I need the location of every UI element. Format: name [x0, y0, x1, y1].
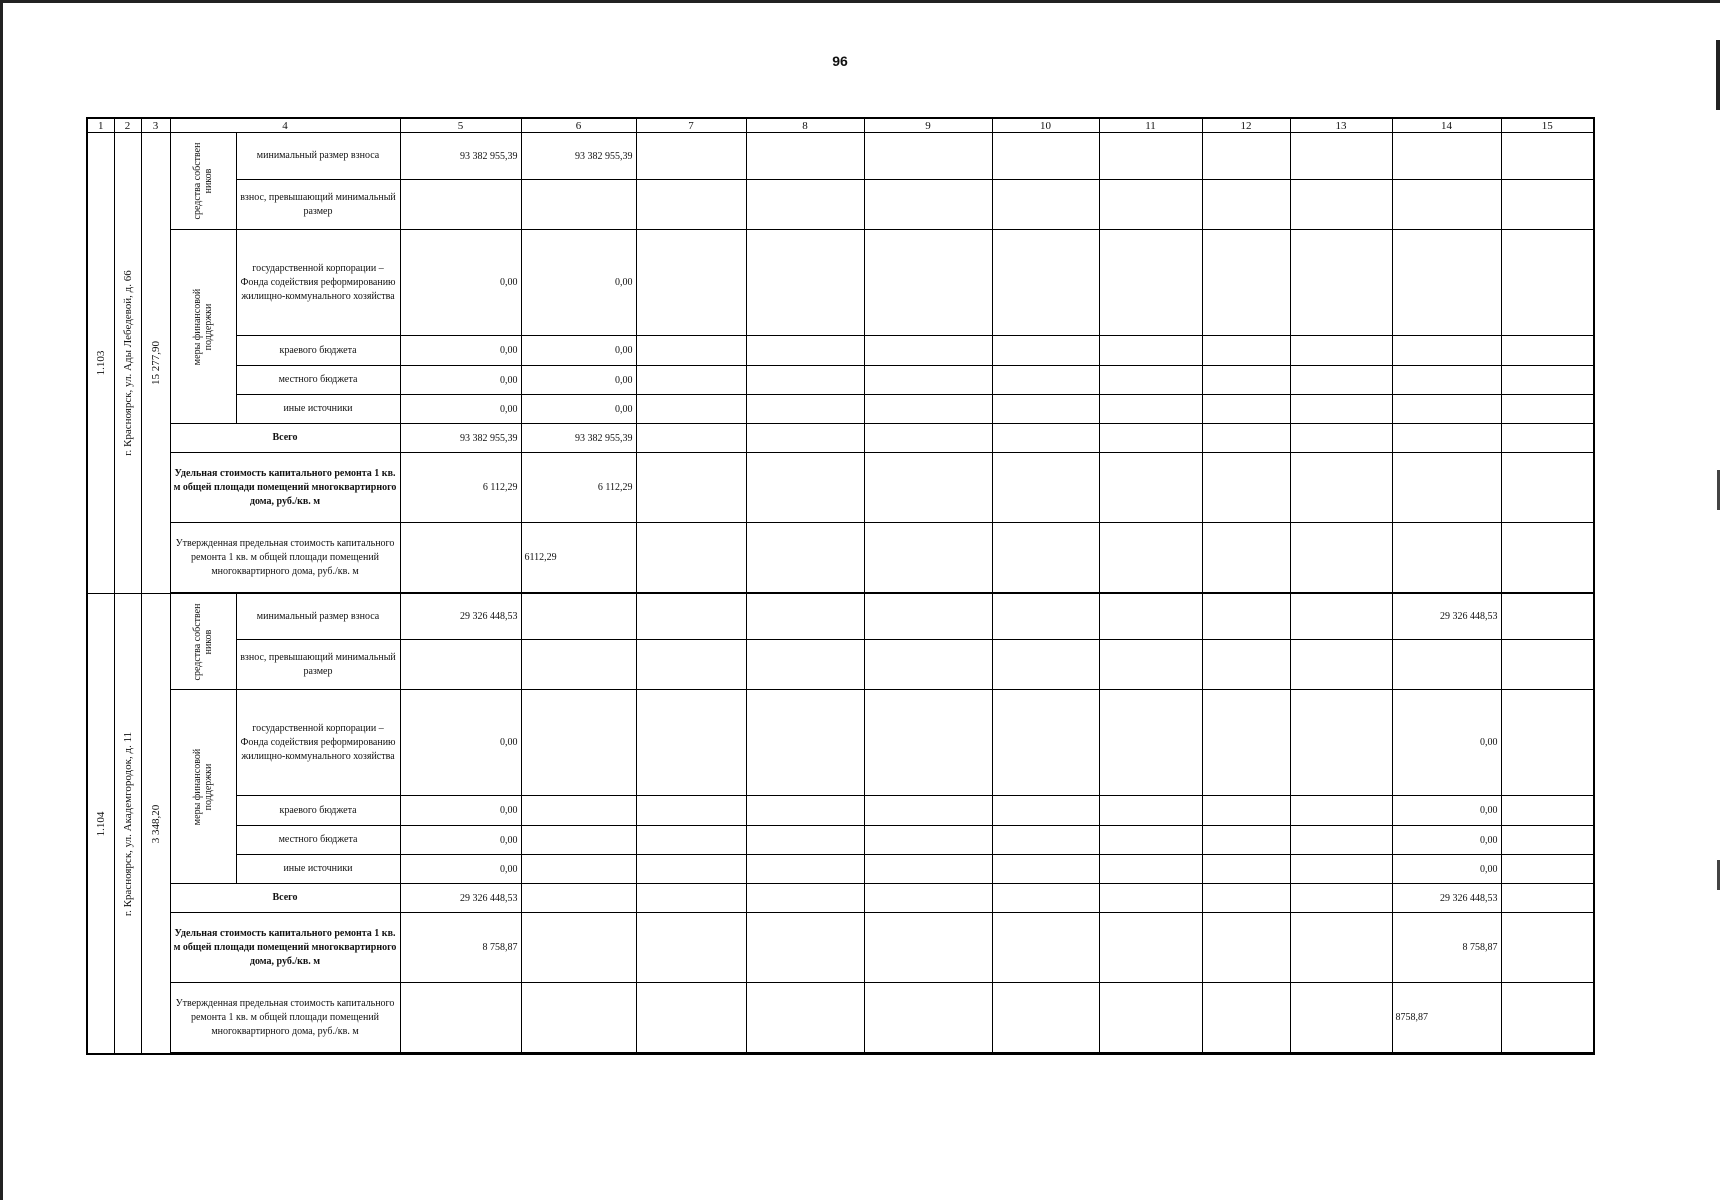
total-label: Всего [170, 884, 400, 913]
record-address-cell [114, 133, 141, 594]
value-cell: 6 112,29 [521, 453, 636, 523]
support-measures-group [170, 690, 236, 884]
scan-border-left [0, 0, 3, 1200]
owner-funds-label: средства собствен ников [192, 142, 214, 220]
value-cell: 0,00 [400, 826, 521, 855]
table-row [87, 855, 1594, 884]
support-measures-label: меры финансовой поддержки [192, 748, 214, 825]
support-measures-group [170, 230, 236, 424]
value-cell [400, 523, 521, 593]
capital-repair-table [86, 117, 1595, 1055]
value-cell: 0,00 [400, 336, 521, 366]
table-row [87, 424, 1594, 453]
col-header: 12 [1202, 118, 1290, 133]
table-row [87, 453, 1594, 523]
value-cell [1392, 523, 1501, 593]
regional-budget-label: краевого бюджета [236, 796, 400, 826]
value-cell: 0,00 [400, 690, 521, 796]
value-cell [1392, 230, 1501, 336]
value-cell: 0,00 [1392, 796, 1501, 826]
value-cell: 0,00 [1392, 690, 1501, 796]
value-cell: 8758,87 [1392, 983, 1501, 1053]
gov-corp-label: государственной корпорации – Фонда содействия реформированию жилищно-коммунального хозяйства [236, 690, 400, 796]
support-measures-label: меры финансовой поддержки [192, 288, 214, 365]
col-header: 4 [170, 118, 400, 133]
value-cell: 29 326 448,53 [400, 884, 521, 913]
value-cell [521, 884, 636, 913]
table-row [87, 640, 1594, 690]
col-header: 5 [400, 118, 521, 133]
value-cell [521, 594, 636, 640]
value-cell: 93 382 955,39 [521, 424, 636, 453]
col-header: 3 [141, 118, 170, 133]
value-cell [400, 983, 521, 1053]
regional-budget-label: краевого бюджета [236, 336, 400, 366]
value-cell: 0,00 [521, 395, 636, 424]
value-cell: 93 382 955,39 [400, 133, 521, 180]
value-cell: 0,00 [400, 855, 521, 884]
value-cell: 93 382 955,39 [521, 133, 636, 180]
owner-funds-group [170, 133, 236, 230]
table-row [87, 366, 1594, 395]
col-header: 14 [1392, 118, 1501, 133]
over-min-label: взнос, превышающий минимальный размер [236, 640, 400, 690]
record-number: 1.104 [94, 811, 107, 836]
record-number: 1.103 [94, 350, 107, 376]
record-address: г. Красноярск, ул. Ады Лебедевой, д. 66 [121, 270, 134, 456]
value-cell [1392, 395, 1501, 424]
local-budget-label: местного бюджета [236, 826, 400, 855]
table-row [87, 395, 1594, 424]
other-sources-label: иные источники [236, 395, 400, 424]
record-area-cell [141, 133, 170, 594]
value-cell [1392, 336, 1501, 366]
page-number: 96 [832, 53, 848, 69]
table-row [87, 690, 1594, 796]
col-header: 7 [636, 118, 746, 133]
record-address-cell [114, 594, 141, 1055]
over-min-label: взнос, превышающий минимальный размер [236, 180, 400, 230]
table-row [87, 523, 1594, 593]
value-cell [521, 983, 636, 1053]
record-address: г. Красноярск, ул. Академгородок, д. 11 [121, 731, 134, 916]
value-cell: 93 382 955,39 [400, 424, 521, 453]
col-header: 11 [1099, 118, 1202, 133]
record-area: 15 277,90 [149, 341, 162, 385]
value-cell: 8 758,87 [400, 913, 521, 983]
owner-funds-label: средства собствен ников [192, 603, 214, 680]
col-header: 8 [746, 118, 864, 133]
table-row [87, 594, 1594, 640]
value-cell: 0,00 [400, 796, 521, 826]
record-number-cell [87, 133, 114, 594]
value-cell: 0,00 [400, 366, 521, 395]
value-cell: 0,00 [521, 230, 636, 336]
other-sources-label: иные источники [236, 855, 400, 884]
col-header: 13 [1290, 118, 1392, 133]
unit-cost-label: Удельная стоимость капитального ремонта 1 кв. м общей площади помещений многоквартирного дома, руб./кв. м [170, 453, 400, 523]
gov-corp-label: государственной корпорации – Фонда содействия реформированию жилищно-коммунального хозяйства [236, 230, 400, 336]
value-cell: 6112,29 [521, 523, 636, 593]
total-label: Всего [170, 424, 400, 453]
table-row [87, 884, 1594, 913]
scan-border-top [0, 0, 1720, 3]
col-header: 10 [992, 118, 1099, 133]
min-contribution-label: минимальный размер взноса [236, 133, 400, 180]
value-cell: 0,00 [400, 230, 521, 336]
value-cell [521, 913, 636, 983]
value-cell: 0,00 [400, 395, 521, 424]
table-row [87, 230, 1594, 336]
col-header: 9 [864, 118, 992, 133]
value-cell [1392, 424, 1501, 453]
value-cell [521, 826, 636, 855]
min-contribution-label: минимальный размер взноса [236, 594, 400, 640]
limit-cost-label: Утвержденная предельная стоимость капитального ремонта 1 кв. м общей площади помещений многоквартирного дома, руб./кв. м [170, 983, 400, 1053]
value-cell: 0,00 [521, 336, 636, 366]
record-area-cell [141, 594, 170, 1055]
value-cell [1392, 366, 1501, 395]
table-row [87, 796, 1594, 826]
record-area: 3 348,20 [149, 804, 162, 843]
value-cell [521, 690, 636, 796]
table-row [87, 180, 1594, 230]
scan-border-right [1716, 40, 1720, 110]
record-number-cell [87, 594, 114, 1055]
table-row [87, 983, 1594, 1053]
table-row [87, 826, 1594, 855]
table-row [87, 336, 1594, 366]
value-cell: 6 112,29 [400, 453, 521, 523]
value-cell [1392, 133, 1501, 180]
col-header: 1 [87, 118, 114, 133]
value-cell: 8 758,87 [1392, 913, 1501, 983]
value-cell: 0,00 [1392, 826, 1501, 855]
value-cell [521, 855, 636, 884]
col-header: 6 [521, 118, 636, 133]
limit-cost-label: Утвержденная предельная стоимость капитального ремонта 1 кв. м общей площади помещений многоквартирного дома, руб./кв. м [170, 523, 400, 593]
value-cell [521, 796, 636, 826]
value-cell: 0,00 [521, 366, 636, 395]
col-header: 2 [114, 118, 141, 133]
unit-cost-label: Удельная стоимость капитального ремонта 1 кв. м общей площади помещений многоквартирного дома, руб./кв. м [170, 913, 400, 983]
value-cell: 29 326 448,53 [1392, 594, 1501, 640]
value-cell: 29 326 448,53 [400, 594, 521, 640]
local-budget-label: местного бюджета [236, 366, 400, 395]
value-cell [1392, 453, 1501, 523]
value-cell: 0,00 [1392, 855, 1501, 884]
table-row [87, 133, 1594, 180]
table-row [87, 913, 1594, 983]
column-number-row [87, 118, 1594, 133]
col-header: 15 [1501, 118, 1594, 133]
owner-funds-group [170, 594, 236, 690]
value-cell: 29 326 448,53 [1392, 884, 1501, 913]
